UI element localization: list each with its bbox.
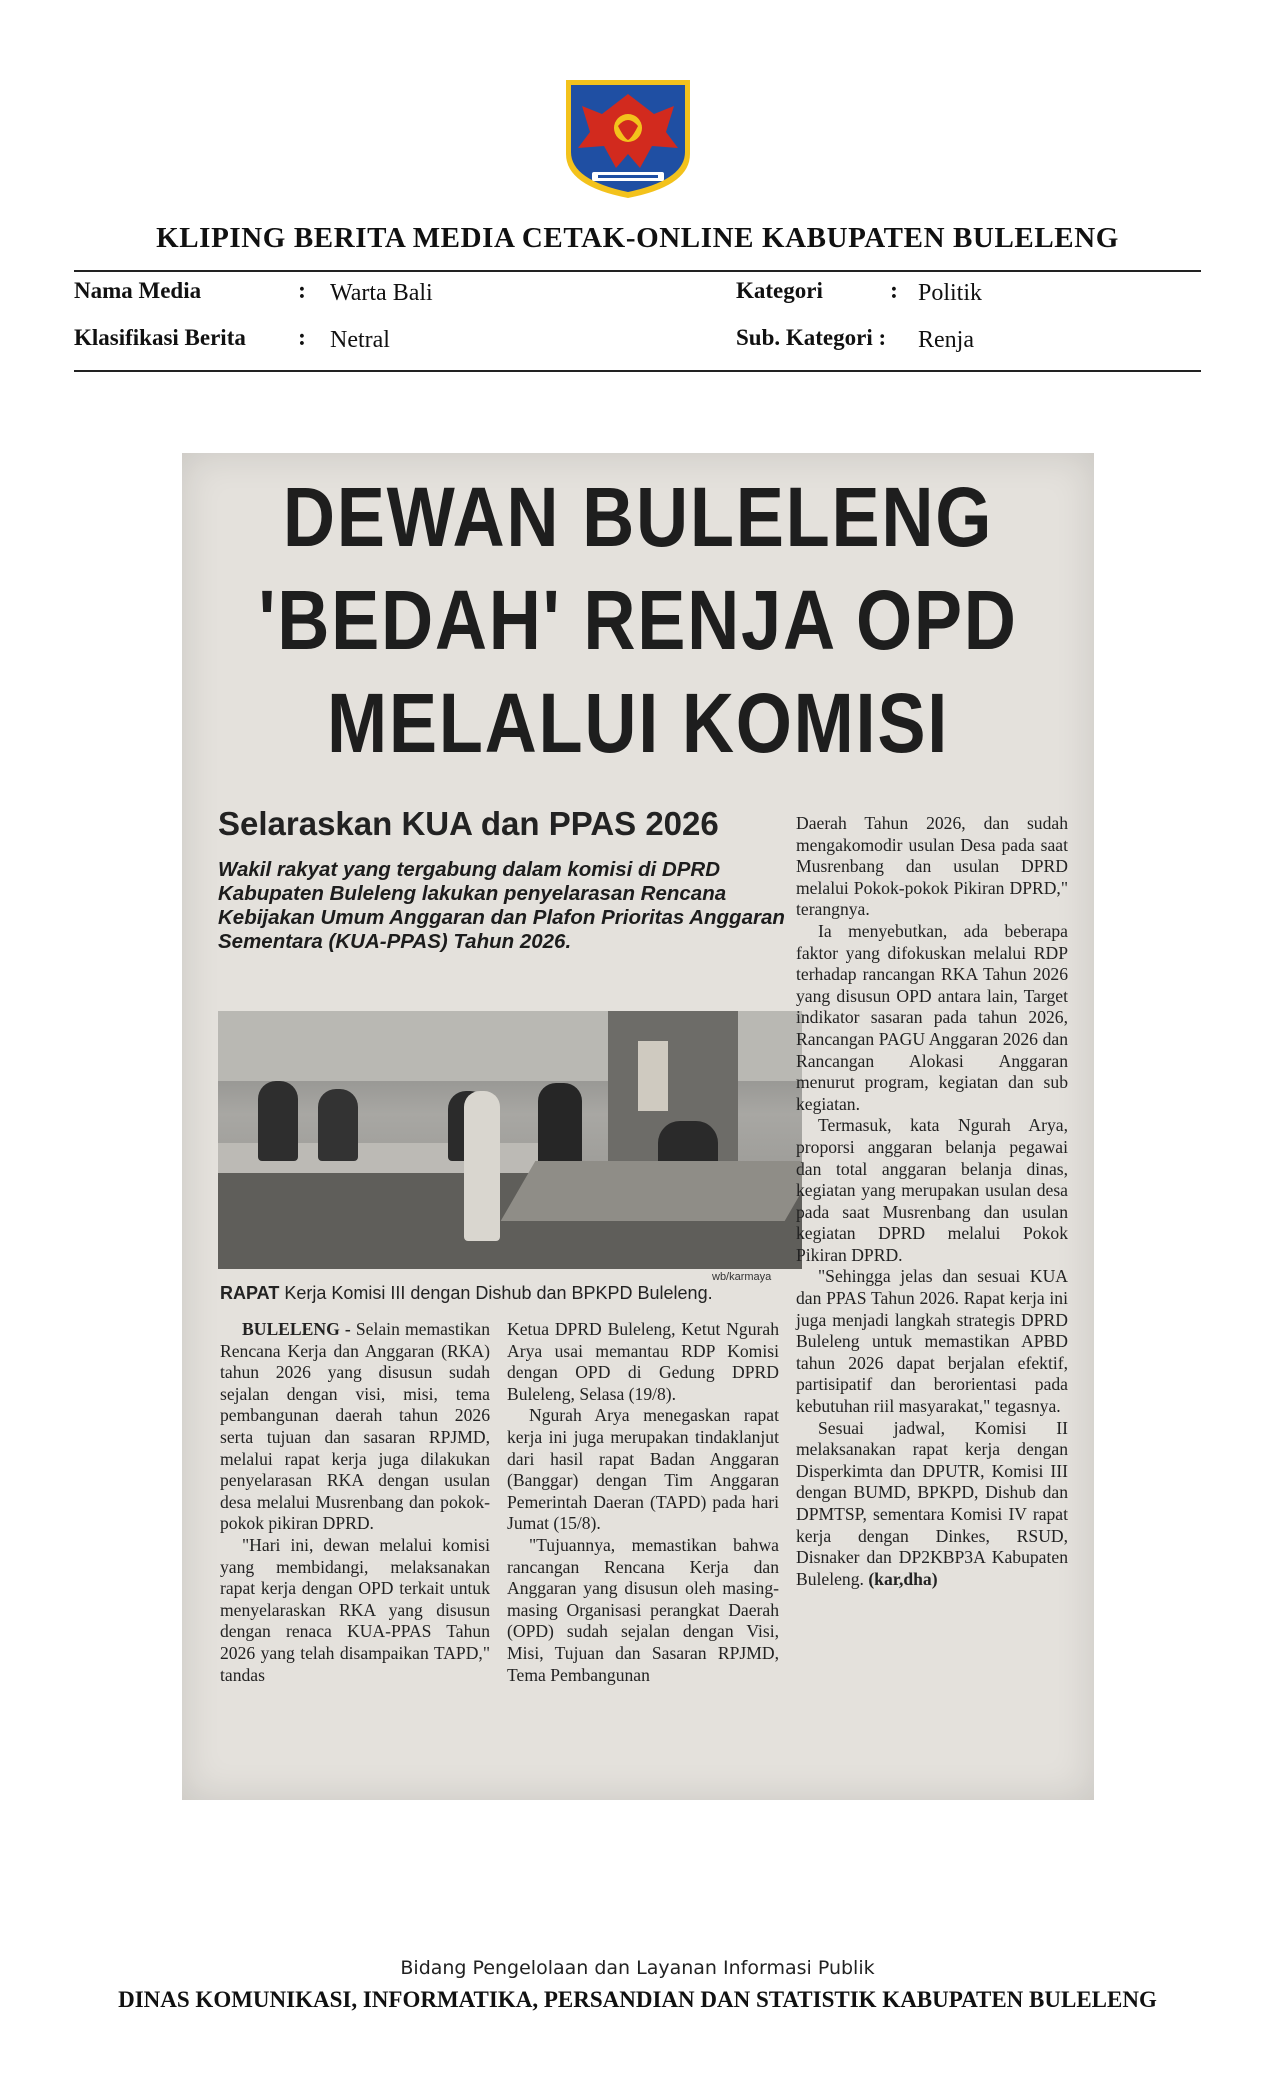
col3-paragraph-1: Daerah Tahun 2026, dan sudah mengakomodir usulan Desa pada saat Musrenbang dan usulan DPRD melalui Pokok-pokok Pikiran DPRD," terangnya. (796, 813, 1068, 920)
colon: : (298, 325, 306, 351)
headline-line-3: MELALUI KOMISI (326, 676, 950, 770)
photo-credit: wb/karmaya (712, 1271, 772, 1283)
col2-paragraph-2: Ngurah Arya menegaskan rapat kerja ini juga merupakan tindaklanjut dari hasil rapat Badan Anggaran (Banggar) dengan Tim Anggaran Pemerintah Daeran (TAPD) pada hari Jumat (15/8). (507, 1405, 779, 1534)
media-name-value: Warta Bali (330, 280, 433, 306)
header-rule-bottom (74, 370, 1201, 372)
caption-text: Kerja Komisi III dengan Dishub dan BPKPD Buleleng. (279, 1283, 713, 1303)
photo-caption (220, 1283, 804, 1304)
col1-paragraph-1: Selain memastikan Rencana Kerja dan Anggaran (RKA) tahun 2026 yang disusun sudah sejalan dengan visi, misi, tema pembangunan daerah tahun 2026 serta tujuan dan sasaran RPJMD, melalui rapat kerja juga dilakukan penyelarasan RKA dengan usulan desa melalui Musrenbang dan pokok-pokok pikiran DPRD. (220, 1319, 490, 1534)
article-column-1 (220, 1319, 490, 1686)
headline-line-1: DEWAN BULELENG (282, 470, 994, 564)
colon: : (298, 278, 306, 304)
lead-paragraph: Wakil rakyat yang tergabung dalam komisi di DPRD Kabupaten Buleleng lakukan penyelarasan Rencana Kebijakan Umum Anggaran dan Plafon Prioritas Anggaran Sementara (KUA-PPAS) Tahun 2026. (218, 858, 785, 953)
col3-paragraph-2: Ia menyebutkan, ada beberapa faktor yang difokuskan melalui RDP terhadap rancangan RKA Tahun 2026 yang disusun OPD antara lain, Target indikator sasaran pada tahun 2026, Rancangan PAGU Anggaran 2026 dan Rancangan Alokasi Anggaran menurut program, kegiatan dan sub kegiatan. (796, 920, 1068, 1114)
col3-paragraph-3: Termasuk, kata Ngurah Arya, proporsi anggaran belanja pegawai dan total anggaran belanja dinas, kegiatan yang merupakan usulan desa pada saat Musrenbang dan usulan kegiatan DPRD melalui Pokok Pikiran DPRD. (796, 1115, 1068, 1265)
kategori-value: Politik (918, 280, 983, 306)
col1-paragraph-2: "Hari ini, dewan melalui komisi yang membidangi, melaksanakan rapat kerja dengan OPD terkait untuk menyelaraskan RKA yang disusun dengan renaca KUA-PPAS Tahun 2026 yang telah disampaikan TAPD," tandas (220, 1534, 490, 1685)
subkategori-value: Renja (918, 327, 974, 353)
media-name-label: Nama Media (74, 278, 202, 303)
col3-paragraph-5: Sesuai jadwal, Komisi II melaksanakan rapat kerja dengan Disperkimta dan DPUTR, Komisi III dengan BUMD, BPKPD, Dishub dan DPMTSP, sementara Komisi IV rapat kerja dengan Dinkes, RSUD, Disnaker dan DP2KBP3A Kabupaten Buleleng. (796, 1417, 1068, 1589)
buleleng-crest-logo (562, 76, 694, 200)
klasifikasi-label: Klasifikasi Berita (74, 325, 246, 350)
meeting-photo (218, 1011, 802, 1269)
dateline: BULELENG - (242, 1319, 351, 1339)
headline-line-2: 'BEDAH' RENJA OPD (258, 573, 1018, 667)
col2-paragraph-3: "Tujuannya, memastikan bahwa rancangan Rencana Kerja dan Anggaran yang disusun oleh masing-masing Organisasi perangkat Daerah (OPD) sudah sejalan dengan Visi, Misi, Tujuan dan Sasaran RPJMD, Tema Pembangunan (507, 1534, 779, 1685)
caption-bold: RAPAT (220, 1283, 280, 1303)
subheadline: Selaraskan KUA dan PPAS 2026 (218, 805, 719, 842)
colon: : (890, 278, 898, 304)
footer-unit: Bidang Pengelolaan dan Layanan Informasi Publik (400, 1957, 875, 1979)
col2-paragraph-1: Ketua DPRD Buleleng, Ketut Ngurah Arya usai memantau RDP Komisi dengan OPD di Gedung DPRD Buleleng, Selasa (19/8). (507, 1319, 779, 1404)
subkategori-label: Sub. Kategori : (736, 325, 887, 350)
footer-agency: DINAS KOMUNIKASI, INFORMATIKA, PERSANDIAN DAN STATISTIK KABUPATEN BULELENG (118, 1987, 1157, 2012)
klasifikasi-value: Netral (330, 327, 390, 353)
newspaper-clipping (182, 453, 1094, 1800)
article-column-2 (507, 1319, 779, 1686)
document-title: KLIPING BERITA MEDIA CETAK-ONLINE KABUPATEN BULELENG (156, 222, 1119, 254)
header-rule-top (74, 270, 1201, 272)
col3-paragraph-4: "Sehingga jelas dan sesuai KUA dan PPAS Tahun 2026. Rapat kerja ini juga menjadi langkah strategis DPRD Buleleng untuk memastikan APBD tahun 2026 dapat berjalan efektif, partisipatif dan berorientasi pada kebutuhan riil masyarakat," tegasnya. (796, 1266, 1068, 1417)
author-signoff: (kar,dha) (868, 1568, 938, 1589)
article-column-3 (796, 813, 1068, 1590)
kategori-label: Kategori (736, 278, 823, 303)
